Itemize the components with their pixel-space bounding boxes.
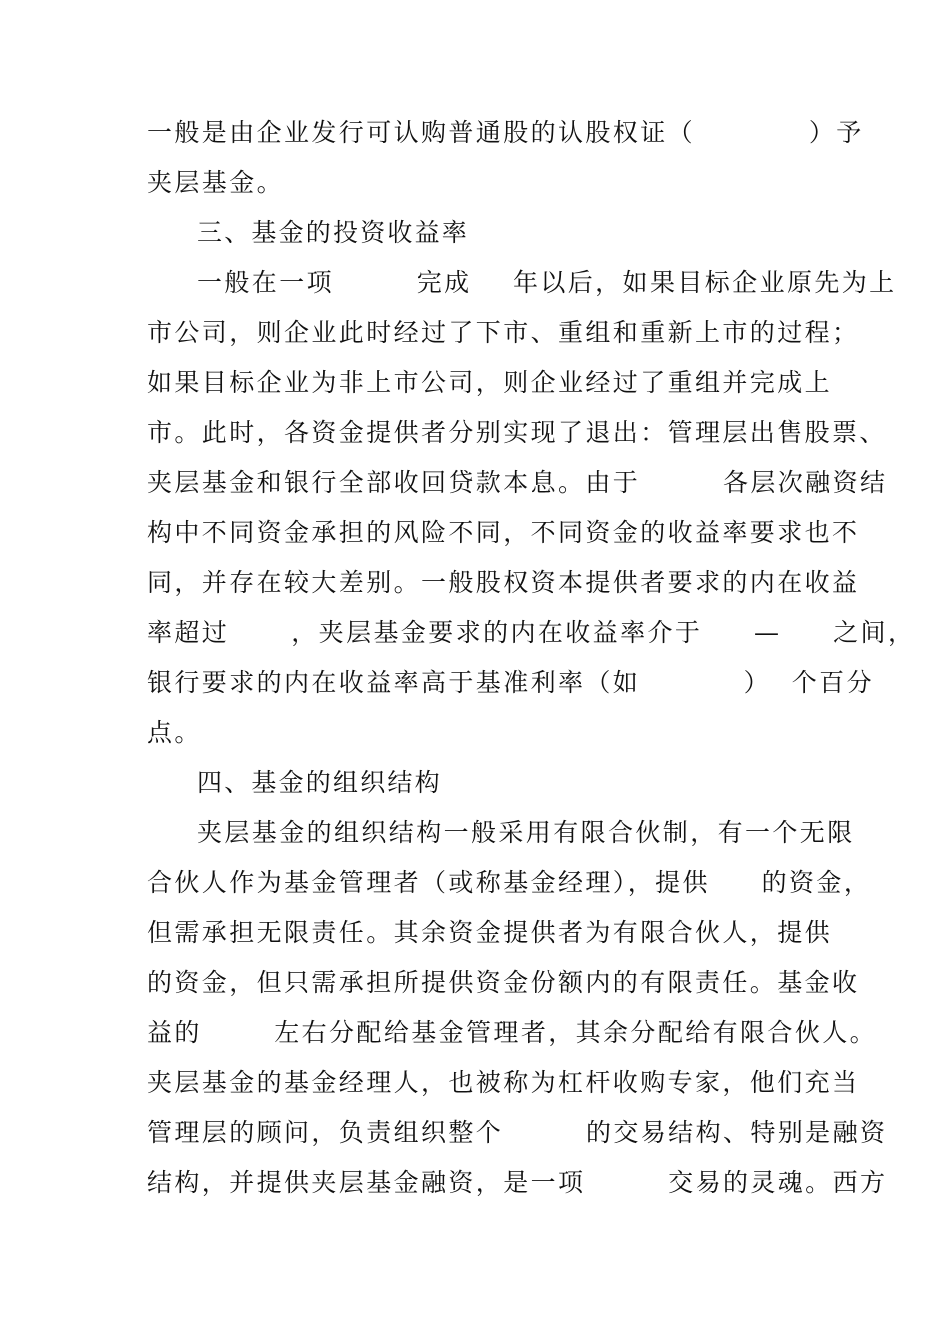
paragraph-line: 同，并存在较大差别。一般股权资本提供者要求的内在收益: [147, 568, 860, 597]
paragraph-line: 如果目标企业为非上市公司，则企业经过了重组并完成上: [147, 368, 833, 397]
paragraph-line: 夹层基金和银行全部收回贷款本息。由于 各层次融资结: [147, 468, 888, 497]
paragraph-line: 一般在一项 完成 年以后，如果目标企业原先为上: [197, 268, 897, 297]
section-heading-investment-return: 三、基金的投资收益率: [197, 218, 470, 247]
paragraph-line: 管理层的顾问，负责组织整个 的交易结构、特别是融资: [147, 1118, 888, 1147]
paragraph-line: 夹层基金的组织结构一般采用有限合伙制，有一个无限: [197, 818, 855, 847]
paragraph-line: 市公司，则企业此时经过了下市、重组和重新上市的过程；: [147, 318, 860, 347]
paragraph-line: 一般是由企业发行可认购普通股的认股权证（ ）予: [147, 118, 864, 147]
paragraph-line: 市。此时，各资金提供者分别实现了退出：管理层出售股票、: [147, 418, 887, 447]
paragraph-line: 点。: [147, 718, 202, 747]
paragraph-line: 但需承担无限责任。其余资金提供者为有限合伙人，提供: [147, 918, 833, 947]
paragraph-line: 的资金，但只需承担所提供资金份额内的有限责任。基金收: [147, 968, 860, 997]
section-heading-organization: 四、基金的组织结构: [197, 768, 442, 797]
paragraph-line: 率超过 ，夹层基金要求的内在收益率介于 — 之间，: [147, 618, 916, 647]
paragraph-line: 构中不同资金承担的风险不同，不同资金的收益率要求也不: [147, 518, 860, 547]
paragraph-line: 益的 左右分配给基金管理者，其余分配给有限合伙人。: [147, 1018, 878, 1047]
paragraph-line: 结构，并提供夹层基金融资，是一项 交易的灵魂。西方: [147, 1168, 888, 1197]
paragraph-line: 夹层基金的基金经理人，也被称为杠杆收购专家，他们充当: [147, 1068, 860, 1097]
paragraph-line: 夹层基金。: [147, 168, 285, 197]
paragraph-line: 银行要求的内在收益率高于基准利率（如 ） 个百分: [147, 668, 874, 697]
paragraph-line: 合伙人作为基金管理者（或称基金经理），提供 的资金，: [147, 868, 872, 897]
